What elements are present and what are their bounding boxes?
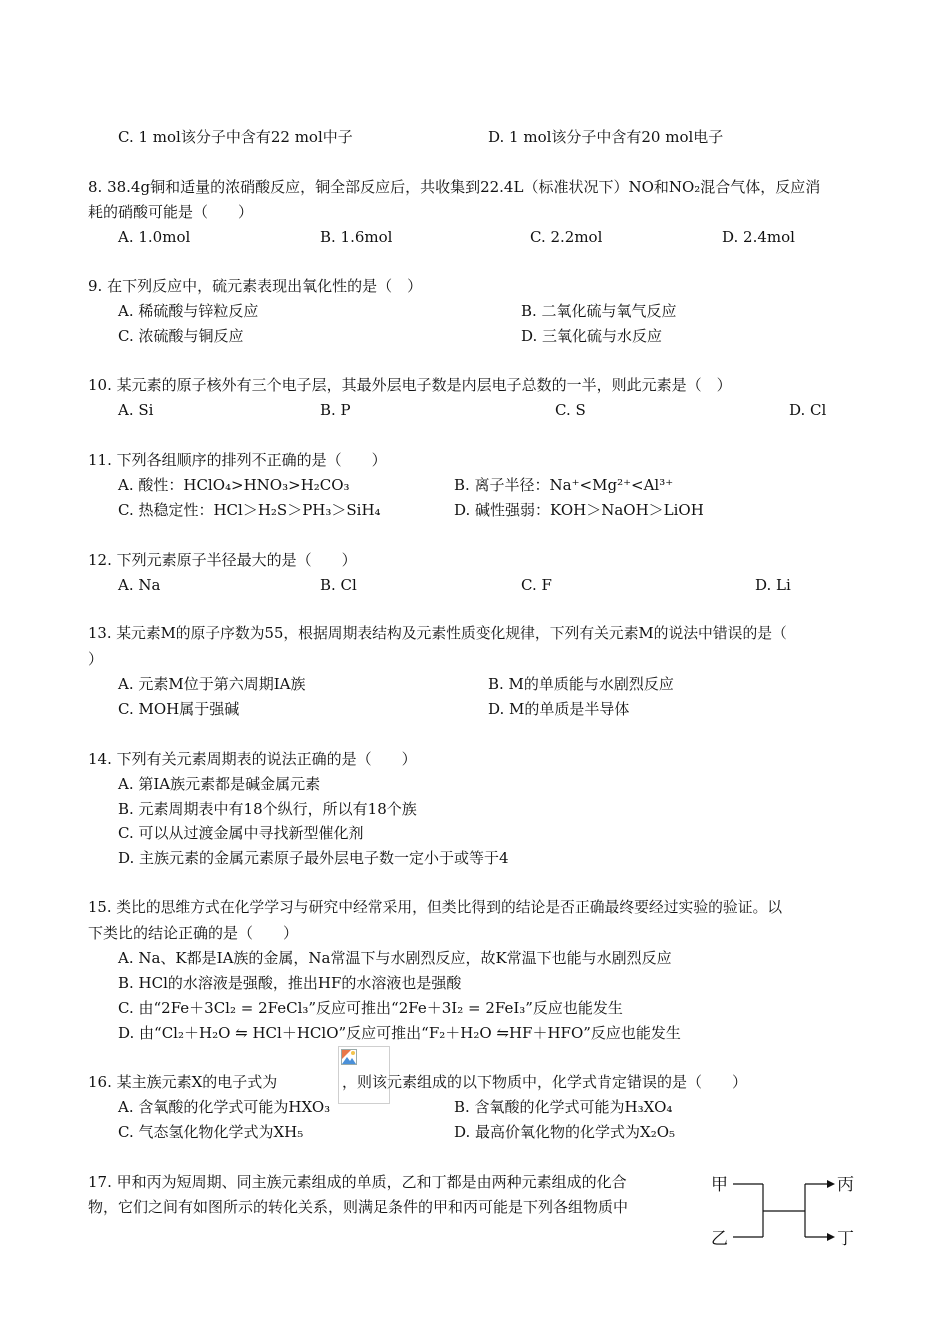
q9-option-b: B. 二氧化硫与氧气反应 [521,302,677,320]
q8-option-d: D. 2.4mol [722,228,795,246]
q16-stem-part2: ，则该元素组成的以下物质中，化学式肯定错误的是（ ） [342,1073,748,1091]
q16-option-b: B. 含氧酸的化学式可能为H₃XO₄ [454,1098,673,1116]
q12-option-a: A. Na [118,576,161,594]
q13-stem-line1: 13. 某元素M的原子序数为55，根据周期表结构及元素性质变化规律，下列有关元素M的说法中错误的是（ [88,625,787,642]
q16-option-a: A. 含氧酸的化学式可能为HXO₃ [118,1098,331,1116]
q15-option-c: C. 由“2Fe＋3Cl₂ = 2FeCl₃”反应可推出“2Fe＋3I₂ = 2FeI₃”反应也能发生 [118,999,623,1017]
diagram-arrowheads [827,1180,835,1241]
arrow-to-ding [827,1233,835,1241]
q14-option-a: A. 第ⅠA族元素都是碱金属元素 [118,775,321,793]
q13-option-a: A. 元素M位于第六周期ⅠA族 [118,675,306,693]
q14-option-d: D. 主族元素的金属元素原子最外层电子数一定小于或等于4 [118,849,509,867]
q8-option-b: B. 1.6mol [320,228,393,246]
q12-option-c: C. F [521,576,552,594]
q13-option-c: C. MOH属于强碱 [118,700,240,718]
q17-stem-line2: 物，它们之间有如图所示的转化关系，则满足条件的甲和丙可能是下列各组物质中 [88,1198,629,1216]
diagram-label-ding: 丁 [837,1229,854,1249]
q17-stem-line1: 17. 甲和丙为短周期、同主族元素组成的单质，乙和丁都是由两种元素组成的化合 [88,1173,627,1191]
q15-option-a: A. Na、K都是ⅠA族的金属，Na常温下与水剧烈反应，故K常温下也能与水剧烈反应 [118,949,672,967]
q7-option-d: D. 1 mol该分子中含有20 mol电子 [488,128,724,146]
q14-option-b: B. 元素周期表中有18个纵行，所以有18个族 [118,800,417,818]
q8-option-a: A. 1.0mol [118,228,191,246]
q13-option-b: B. M的单质能与水剧烈反应 [488,675,674,693]
q15-option-b: B. HCl的水溶液是强酸，推出HF的水溶液也是强酸 [118,974,462,992]
q11-option-b: B. 离子半径：Na⁺<Mg²⁺<Al³⁺ [454,476,674,494]
q7-option-c: C. 1 mol该分子中含有22 mol中子 [118,128,353,146]
q11-option-a: A. 酸性：HClO₄>HNO₃>H₂CO₃ [118,476,350,494]
q15-stem-line1: 15. 类比的思维方式在化学学习与研究中经常采用，但类比得到的结论是否正确最终要经过实验的验证。以 [88,899,783,916]
q11-option-c: C. 热稳定性：HCl＞H₂S＞PH₃＞SiH₄ [118,501,381,519]
q9-option-c: C. 浓硫酸与铜反应 [118,327,244,345]
q15-option-d: D. 由“Cl₂＋H₂O ⇋ HCl＋HClO”反应可推出“F₂＋H₂O ⇋HF＋HFO”反应也能发生 [118,1024,681,1042]
q8-stem-line2: 耗的硝酸可能是（ ） [88,203,254,221]
q9-stem: 9. 在下列反应中，硫元素表现出氧化性的是（ ） [88,277,423,295]
q8-option-c: C. 2.2mol [530,228,603,246]
q11-option-d: D. 碱性强弱：KOH＞NaOH＞LiOH [454,501,704,519]
q13-stem-line2: ） [88,650,104,668]
q16-option-c: C. 气态氢化物化学式为XH₅ [118,1123,304,1141]
q12-option-d: D. Li [755,576,791,594]
q8-stem-line1: 8. 38.4g铜和适量的浓硝酸反应，铜全部反应后，共收集到22.4L（标准状况下）NO和NO₂混合气体，反应消 [88,178,821,196]
diagram-label-yi: 乙 [711,1229,728,1249]
q10-option-b: B. P [320,401,351,419]
q10-option-a: A. Si [118,401,154,419]
diagram-label-jia: 甲 [711,1175,728,1195]
diagram-label-bing: 丙 [837,1175,854,1195]
q9-option-d: D. 三氧化硫与水反应 [521,327,663,345]
q10-stem: 10. 某元素的原子核外有三个电子层，其最外层电子数是内层电子总数的一半，则此元素是（ ） [88,376,732,394]
q11-stem: 11. 下列各组顺序的排列不正确的是（ ） [88,451,387,469]
q15-stem-line2: 下类比的结论正确的是（ ） [88,924,299,942]
conversion-diagram [705,1168,875,1252]
q12-option-b: B. Cl [320,576,357,594]
q9-option-a: A. 稀硫酸与锌粒反应 [118,302,259,320]
q14-stem: 14. 下列有关元素周期表的说法正确的是（ ） [88,750,417,768]
arrow-to-bing [827,1180,835,1188]
broken-image-icon [341,1049,357,1065]
q16-stem-part1: 16. 某主族元素X的电子式为 [88,1073,278,1091]
q10-option-c: C. S [555,401,586,419]
q12-stem: 12. 下列元素原子半径最大的是（ ） [88,551,357,569]
q14-option-c: C. 可以从过渡金属中寻找新型催化剂 [118,824,364,842]
diagram-connector-lines [733,1184,831,1237]
q16-option-d: D. 最高价氧化物的化学式为X₂O₅ [454,1123,676,1141]
q13-option-d: D. M的单质是半导体 [488,700,630,718]
q10-option-d: D. Cl [789,401,827,419]
